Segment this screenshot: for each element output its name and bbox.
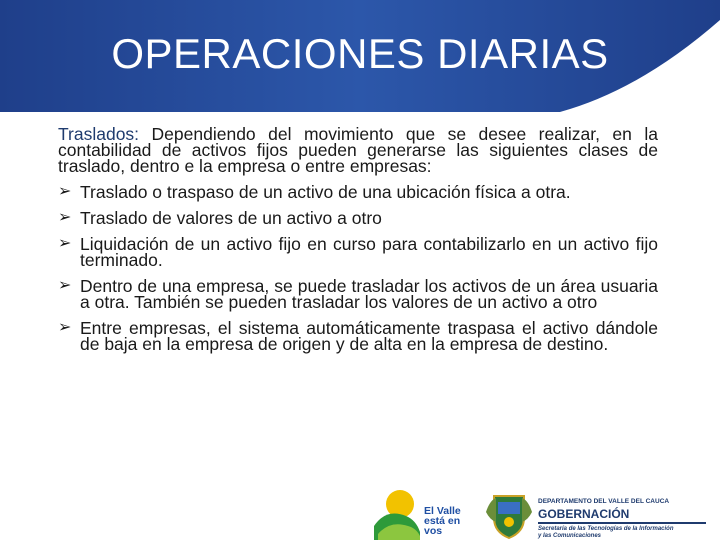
bullet-text: Traslado de valores de un activo a otro — [80, 208, 382, 228]
footer-logos — [0, 480, 720, 540]
intro-text: Dependiendo del movimiento que se desee realizar, en la contabilidad de activos fijos pueden generarse las siguientes clases de traslado, dentro e la empresa o entre empresas: — [58, 124, 658, 176]
valle-logo-line: vos — [424, 525, 443, 537]
arrow-bullet-icon: ➢ — [58, 319, 72, 336]
list-item — [58, 320, 658, 352]
bullet-text: Dentro de una empresa, se puede trasladar los activos de un área usuaria a otra. También se pueden trasladar los valores de un activo a otro — [80, 276, 658, 312]
page-title: OPERACIONES DIARIAS — [111, 30, 609, 77]
slide-body — [58, 126, 658, 362]
gobernacion-secretaria — [538, 526, 674, 540]
valle-logo-line: El Valle — [424, 505, 461, 517]
valle-emblem-icon — [372, 486, 422, 540]
gobernacion-department: DEPARTAMENTO DEL VALLE DEL CAUCA — [538, 498, 670, 505]
coat-of-arms-icon — [484, 492, 534, 540]
bullet-text: Liquidación de un activo fijo en curso para contabilizarlo en un activo fijo terminado. — [80, 234, 658, 270]
arrow-bullet-icon: ➢ — [58, 277, 72, 294]
gobernacion-name: GOBERNACIÓN — [538, 507, 630, 521]
list-item — [58, 210, 658, 226]
bullet-text: Traslado o traspaso de un activo de una ubicación física a otra. — [80, 182, 571, 202]
valle-logo-line: está en — [424, 515, 461, 527]
title-banner — [0, 0, 720, 112]
valle-logo-text — [424, 506, 461, 536]
bullet-list — [58, 184, 658, 352]
el-valle-esta-en-vos-logo — [372, 486, 472, 540]
bullet-text: Entre empresas, el sistema automáticamente traspasa el activo dándole de baja en la empresa de origen y de alta en la empresa de destino. — [80, 318, 658, 354]
intro-paragraph — [58, 126, 658, 174]
divider — [538, 522, 706, 524]
secretaria-line: y las Comunicaciones — [538, 533, 602, 539]
arrow-bullet-icon: ➢ — [58, 235, 72, 252]
intro-lead: Traslados: — [58, 124, 140, 144]
gobernacion-logo — [484, 492, 720, 540]
list-item — [58, 278, 658, 310]
arrow-bullet-icon: ➢ — [58, 183, 72, 200]
arrow-bullet-icon: ➢ — [58, 209, 72, 226]
list-item — [58, 184, 658, 200]
secretaria-line: Secretaría de las Tecnologías de la Información — [538, 526, 674, 532]
list-item — [58, 236, 658, 268]
